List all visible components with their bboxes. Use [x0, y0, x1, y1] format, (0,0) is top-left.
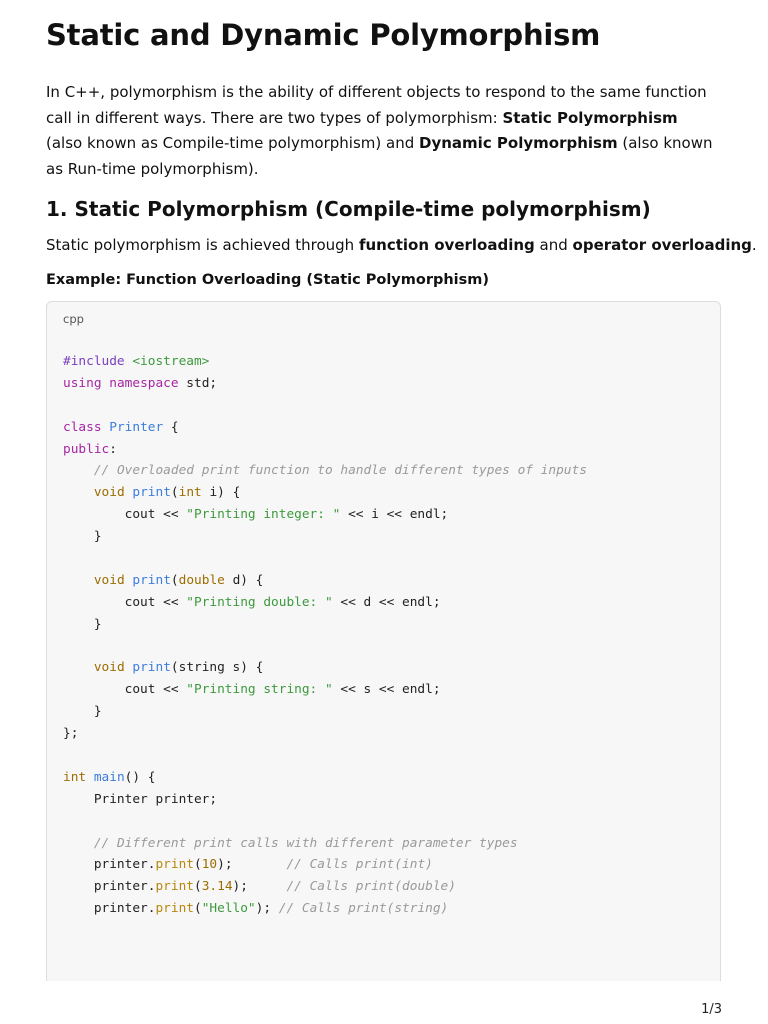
code-token: ); — [217, 857, 287, 873]
code-line — [63, 395, 587, 417]
intro-text-1: In C++, polymorphism is the ability of different objects to respond to the same function call in different ways. There are two types of polymorphism: — [46, 83, 707, 127]
code-token: d) { — [224, 572, 264, 588]
code-token: void — [93, 485, 125, 501]
code-token: print — [155, 879, 194, 895]
intro-bold-dynamic: Dynamic Polymorphism — [419, 134, 618, 153]
code-token — [63, 660, 94, 675]
code-token: print — [155, 901, 194, 917]
code-line — [63, 833, 587, 855]
code-token — [63, 573, 94, 588]
code-line — [63, 854, 587, 876]
code-line — [63, 504, 587, 526]
code-token: } — [63, 704, 102, 720]
code-token: print — [132, 485, 171, 501]
code-token: << s << endl; — [332, 682, 441, 698]
page-title: Static and Dynamic Polymorphism — [46, 18, 601, 52]
code-token: // Calls print(string) — [278, 901, 449, 917]
intro-text-2: (also known as Compile-time polymorphism) and — [46, 134, 420, 153]
code-token: void — [93, 660, 125, 676]
code-token: int — [63, 769, 87, 785]
code-token: "Printing string: " — [186, 682, 333, 698]
code-token: using — [63, 375, 102, 391]
code-body[interactable] — [63, 351, 587, 920]
code-token: printer. — [63, 901, 156, 917]
example-title: Example: Function Overloading (Static Polymorphism) — [46, 272, 490, 288]
code-token: int — [178, 485, 202, 501]
code-line — [63, 701, 587, 723]
code-line — [63, 439, 587, 461]
code-line — [63, 898, 587, 920]
code-token: // Different print calls with different parameter types — [93, 835, 518, 851]
code-line — [63, 636, 587, 658]
code-token — [86, 770, 94, 785]
code-token: 3.14 — [201, 879, 233, 895]
code-token: <iostream> — [132, 354, 210, 369]
code-line — [63, 679, 587, 701]
code-line — [63, 789, 587, 811]
code-token: print — [155, 857, 194, 873]
code-line — [63, 460, 587, 482]
code-token: print — [132, 572, 171, 588]
code-token — [63, 485, 94, 500]
code-token: cout << — [63, 507, 187, 523]
code-token: cout << — [63, 682, 187, 698]
code-token: i) { — [201, 485, 241, 501]
code-token: public — [63, 441, 110, 457]
code-token: ( — [170, 572, 179, 588]
code-token: Printer — [109, 419, 164, 435]
code-line — [63, 592, 587, 614]
section-text-a: Static polymorphism is achieved through — [46, 236, 359, 254]
code-token: ); — [255, 901, 279, 917]
code-token: "Printing integer: " — [186, 507, 341, 523]
code-line — [63, 767, 587, 789]
code-line — [63, 570, 587, 592]
code-token: Printer printer; — [63, 791, 218, 807]
code-token: ( — [193, 879, 202, 895]
code-token: void — [93, 572, 125, 588]
code-line — [63, 482, 587, 504]
code-token: cout << — [63, 594, 187, 610]
code-token: ( — [193, 857, 202, 873]
code-line — [63, 417, 587, 439]
code-token: ( — [170, 485, 179, 501]
section-text-b: and — [534, 236, 573, 254]
code-line — [63, 614, 587, 636]
section-bold-operator-overloading: operator overloading — [572, 236, 752, 254]
code-language-label: cpp — [63, 312, 84, 326]
section-bold-function-overloading: function overloading — [358, 236, 535, 254]
code-token: std; — [178, 375, 218, 391]
intro-text-3: (also known as Run-time polymorphism). — [46, 134, 713, 179]
code-token: { — [163, 419, 179, 435]
code-line — [63, 811, 587, 833]
code-token: }; — [63, 726, 79, 742]
code-line — [63, 723, 587, 745]
code-token: "Printing double: " — [186, 594, 333, 610]
code-token: << i << endl; — [340, 507, 449, 523]
code-token: : — [109, 441, 117, 457]
code-line — [63, 526, 587, 548]
section-heading: 1. Static Polymorphism (Compile-time polymorphism) — [46, 197, 651, 221]
code-line — [63, 657, 587, 679]
code-token: } — [63, 529, 102, 545]
code-line — [63, 548, 587, 570]
code-token: } — [63, 616, 102, 632]
code-token: ); — [232, 879, 287, 895]
code-block[interactable] — [46, 301, 721, 981]
intro-bold-static: Static Polymorphism — [502, 108, 678, 127]
code-token: "Hello" — [201, 901, 256, 917]
code-token: #include — [63, 354, 133, 369]
code-line — [63, 745, 587, 767]
code-token: () { — [124, 769, 156, 785]
code-token: printer. — [63, 857, 156, 873]
code-token: class — [63, 419, 102, 435]
code-token: main — [93, 769, 125, 785]
code-token: // Calls print(int) — [286, 857, 433, 873]
code-token: // Overloaded print function to handle different types of inputs — [93, 463, 587, 479]
code-token — [63, 463, 94, 478]
code-token — [63, 836, 94, 851]
page-number: 1/3 — [701, 1002, 722, 1017]
code-token: print — [132, 660, 171, 676]
code-line — [63, 876, 587, 898]
intro-paragraph — [46, 80, 716, 183]
code-token: ( — [193, 901, 202, 917]
code-token: double — [178, 572, 225, 588]
code-token: printer. — [63, 879, 156, 895]
section-text-c: . — [751, 236, 757, 254]
code-line — [63, 351, 587, 373]
section-intro — [46, 233, 757, 257]
code-token: namespace — [109, 375, 179, 391]
code-token: 10 — [201, 857, 218, 873]
code-token: << d << endl; — [332, 594, 441, 610]
code-token: // Calls print(double) — [286, 879, 456, 895]
code-line — [63, 373, 587, 395]
code-token: (string s) { — [170, 660, 264, 676]
